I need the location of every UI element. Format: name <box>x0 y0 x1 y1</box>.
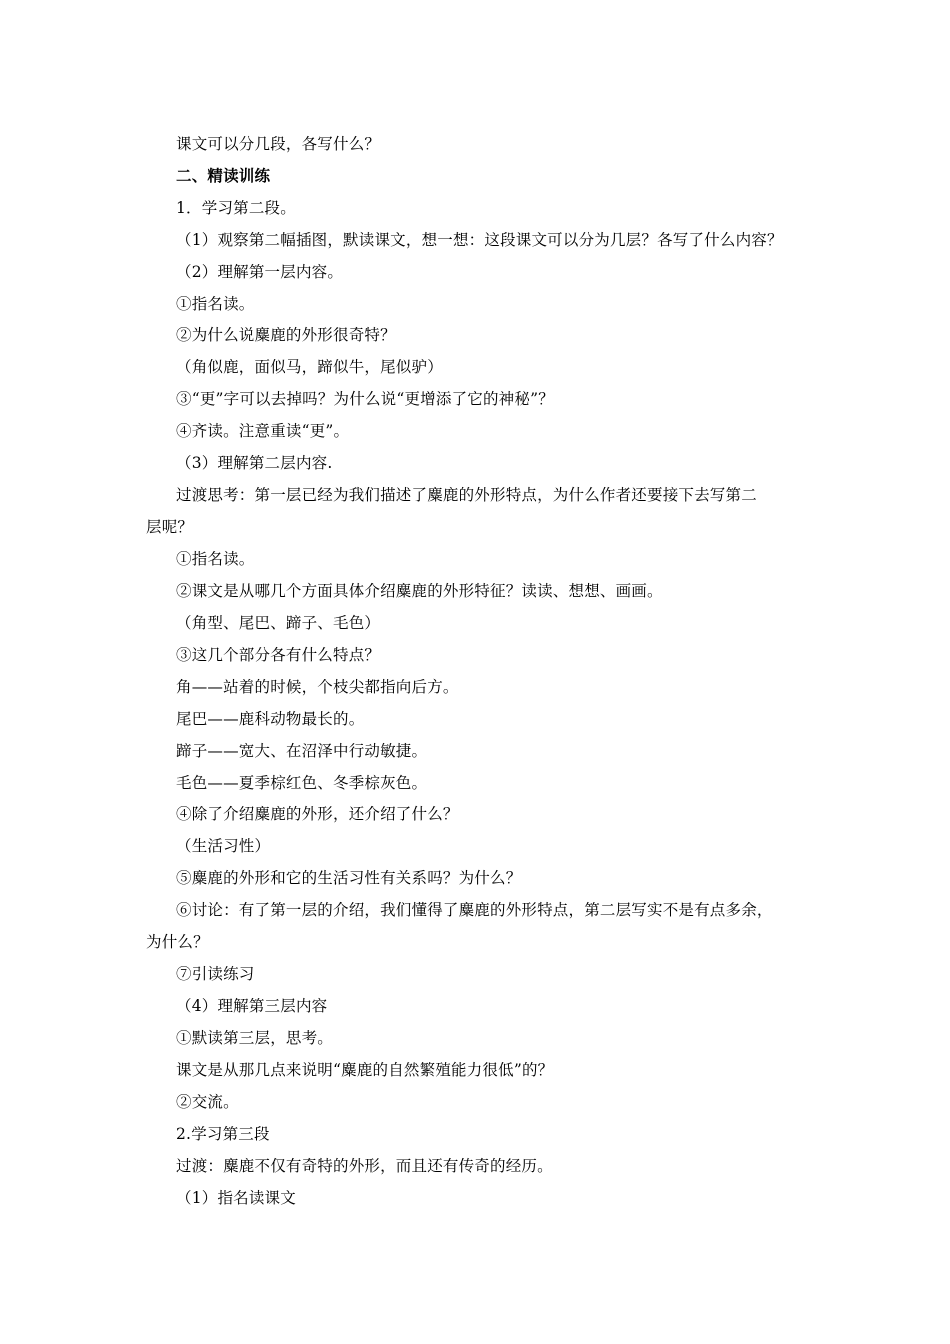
text-line: 为什么？ <box>146 933 209 951</box>
text-line: ③这几个部分各有什么特点？ <box>176 646 381 664</box>
text-line: ⑦引读练习 <box>176 965 255 983</box>
text-line: ⑥讨论：有了第一层的介绍，我们懂得了麋鹿的外形特点，第二层写实不是有点多余， <box>176 901 773 919</box>
text-line: ①默读第三层，思考。 <box>176 1029 334 1047</box>
text-line: 过渡思考：第一层已经为我们描述了麋鹿的外形特点，为什么作者还要接下去写第二 <box>176 486 757 504</box>
text-line: 2.学习第三段 <box>176 1125 270 1143</box>
text-line: ③“更”字可以去掉吗？为什么说“更增添了它的神秘”？ <box>176 390 554 408</box>
text-line: （3）理解第二层内容. <box>176 454 333 472</box>
text-line: ②为什么说麋鹿的外形很奇特？ <box>176 326 396 344</box>
text-line: 角——站着的时候，个枝尖都指向后方。 <box>176 678 459 696</box>
text-line: 蹄子——宽大、在沼泽中行动敏捷。 <box>176 742 428 760</box>
text-line: ④除了介绍麋鹿的外形，还介绍了什么？ <box>176 805 459 823</box>
text-line: ①指名读。 <box>176 550 255 568</box>
text-line: ①指名读。 <box>176 295 255 313</box>
text-line: 课文可以分几段，各写什么？ <box>176 135 381 153</box>
text-line: 1．学习第二段。 <box>176 199 296 217</box>
text-line: 过渡：麋鹿不仅有奇特的外形，而且还有传奇的经历。 <box>176 1157 553 1175</box>
text-line: 课文是从那几点来说明“麋鹿的自然繁殖能力很低”的？ <box>176 1061 554 1079</box>
text-line: （2）理解第一层内容。 <box>176 263 344 281</box>
text-line: ②交流。 <box>176 1093 239 1111</box>
text-line: ②课文是从哪几个方面具体介绍麋鹿的外形特征？读读、想想、画画。 <box>176 582 663 600</box>
text-line: ⑤麋鹿的外形和它的生活习性有关系吗？为什么？ <box>176 869 522 887</box>
text-line: （生活习性） <box>176 837 271 855</box>
section-heading: 二、精读训练 <box>176 166 271 185</box>
text-line: （角似鹿，面似马，蹄似牛，尾似驴） <box>176 358 443 376</box>
text-line: （4）理解第三层内容 <box>176 997 328 1015</box>
text-line: 尾巴——鹿科动物最长的。 <box>176 710 365 728</box>
text-line: 层呢？ <box>146 518 194 536</box>
text-line: （角型、尾巴、蹄子、毛色） <box>176 614 381 632</box>
text-line: ④齐读。注意重读“更”。 <box>176 422 350 440</box>
text-line: （1）观察第二幅插图，默读课文，想一想：这段课文可以分为几层？各写了什么内容？ <box>176 231 783 249</box>
text-line: 毛色——夏季棕红色、冬季棕灰色。 <box>176 774 428 792</box>
text-line: （1）指名读课文 <box>176 1189 296 1207</box>
